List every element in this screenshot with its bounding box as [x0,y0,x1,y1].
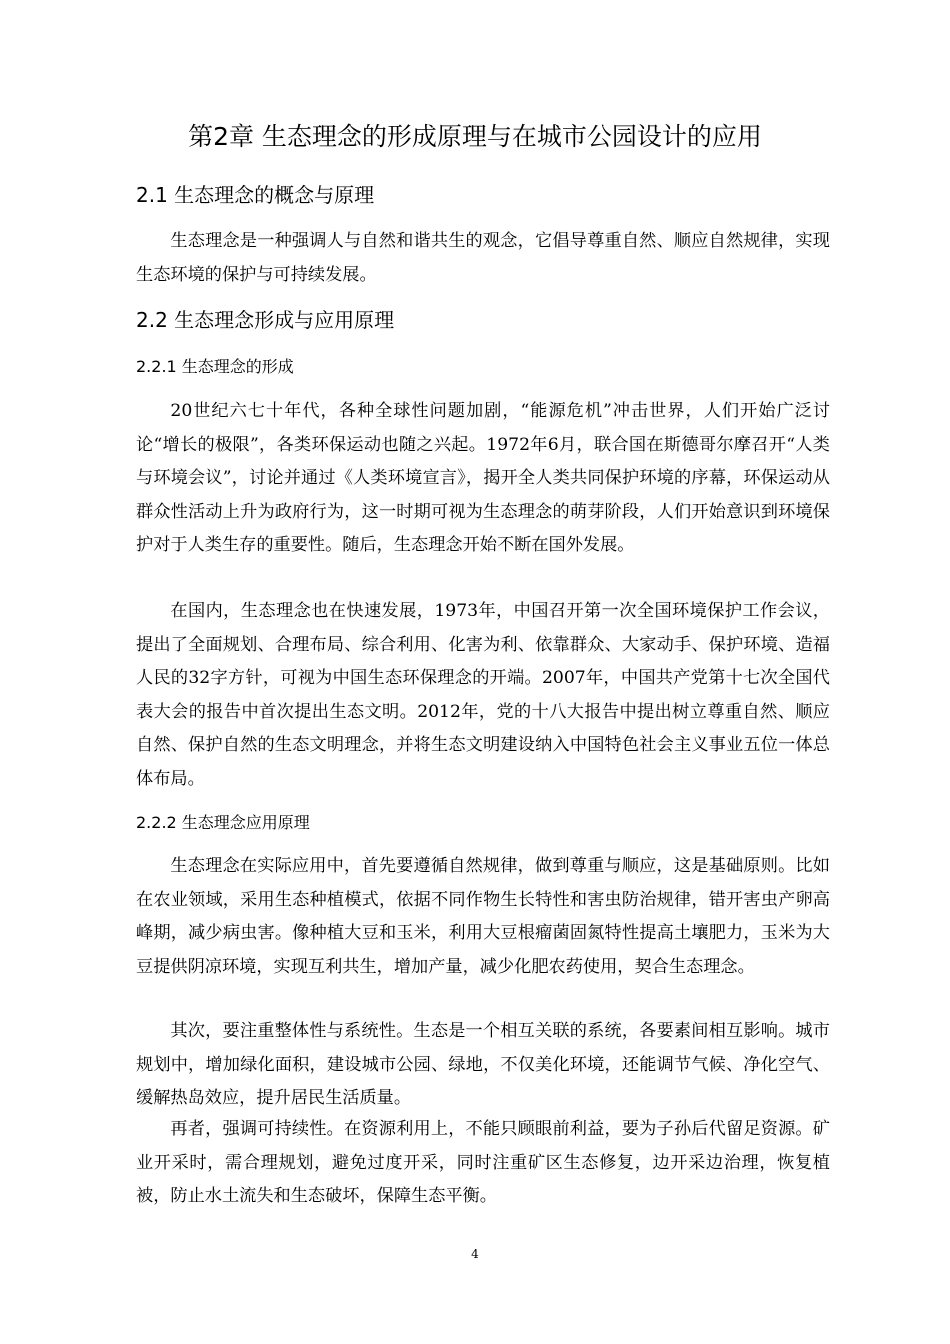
paragraph-2-2-2-3: 再者，强调可持续性。在资源利用上，不能只顾眼前利益，要为子孙后代留足资源。矿业开采时，需合理规划，避免过度开采，同时注重矿区生态修复，边开采边治理，恢复植被，防止水土流失和生态破坏，保障生态平衡。 [136,1119,830,1207]
paragraph-2-2-1-2: 在国内，生态理念也在快速发展，1973年，中国召开第一次全国环境保护工作会议，提出了全面规划、合理布局、综合利用、化害为利、依靠群众、大家动手、保护环境、造福人民的32字方针，可视为中国生态环保理念的开端。2007年，中国共产党第十七次全国代表大会的报告中首次提出生态文明。2012年，党的十八大报告中提出树立尊重自然、顺应自然、保护自然的生态文明理念，并将生态文明建设纳入中国特色社会主义事业五位一体总体布局。 [136,601,830,789]
section-heading-2-2: 2.2 生态理念形成与应用原理 [136,308,395,332]
chapter-title: 第2章 生态理念的形成原理与在城市公园设计的应用 [188,122,762,151]
section-heading-2-2-2: 2.2.2 生态理念应用原理 [136,813,310,832]
page-number: 4 [471,1247,479,1261]
paragraph-2-2-2-2: 其次，要注重整体性与系统性。生态是一个相互关联的系统，各要素间相互影响。城市规划中，增加绿化面积，建设城市公园、绿地，不仅美化环境，还能调节气候、净化空气、缓解热岛效应，提升居民生活质量。 [136,1021,830,1109]
paragraph-2-2-2-1: 生态理念在实际应用中，首先要遵循自然规律，做到尊重与顺应，这是基础原则。比如在农业领域，采用生态种植模式，依据不同作物生长特性和害虫防治规律，错开害虫产卵高峰期，减少病虫害。像种植大豆和玉米，利用大豆根瘤菌固氮特性提高土壤肥力，玉米为大豆提供阴凉环境，实现互利共生，增加产量，减少化肥农药使用，契合生态理念。 [136,856,830,977]
paragraph-2-1-1: 生态理念是一种强调人与自然和谐共生的观念，它倡导尊重自然、顺应自然规律，实现生态环境的保护与可持续发展。 [136,231,830,285]
paragraph-2-2-1-1: 20世纪六七十年代，各种全球性问题加剧，“能源危机”冲击世界，人们开始广泛讨论“增长的极限”，各类环保运动也随之兴起。1972年6月，联合国在斯德哥尔摩召开“人类与环境会议”，讨论并通过《人类环境宣言》，揭开全人类共同保护环境的序幕，环保运动从群众性活动上升为政府行为，这一时期可视为生态理念的萌芽阶段，人们开始意识到环境保护对于人类生存的重要性。随后，生态理念开始不断在国外发展。 [136,401,830,556]
section-heading-2-2-1: 2.2.1 生态理念的形成 [136,357,294,376]
section-heading-2-1: 2.1 生态理念的概念与原理 [136,183,375,207]
